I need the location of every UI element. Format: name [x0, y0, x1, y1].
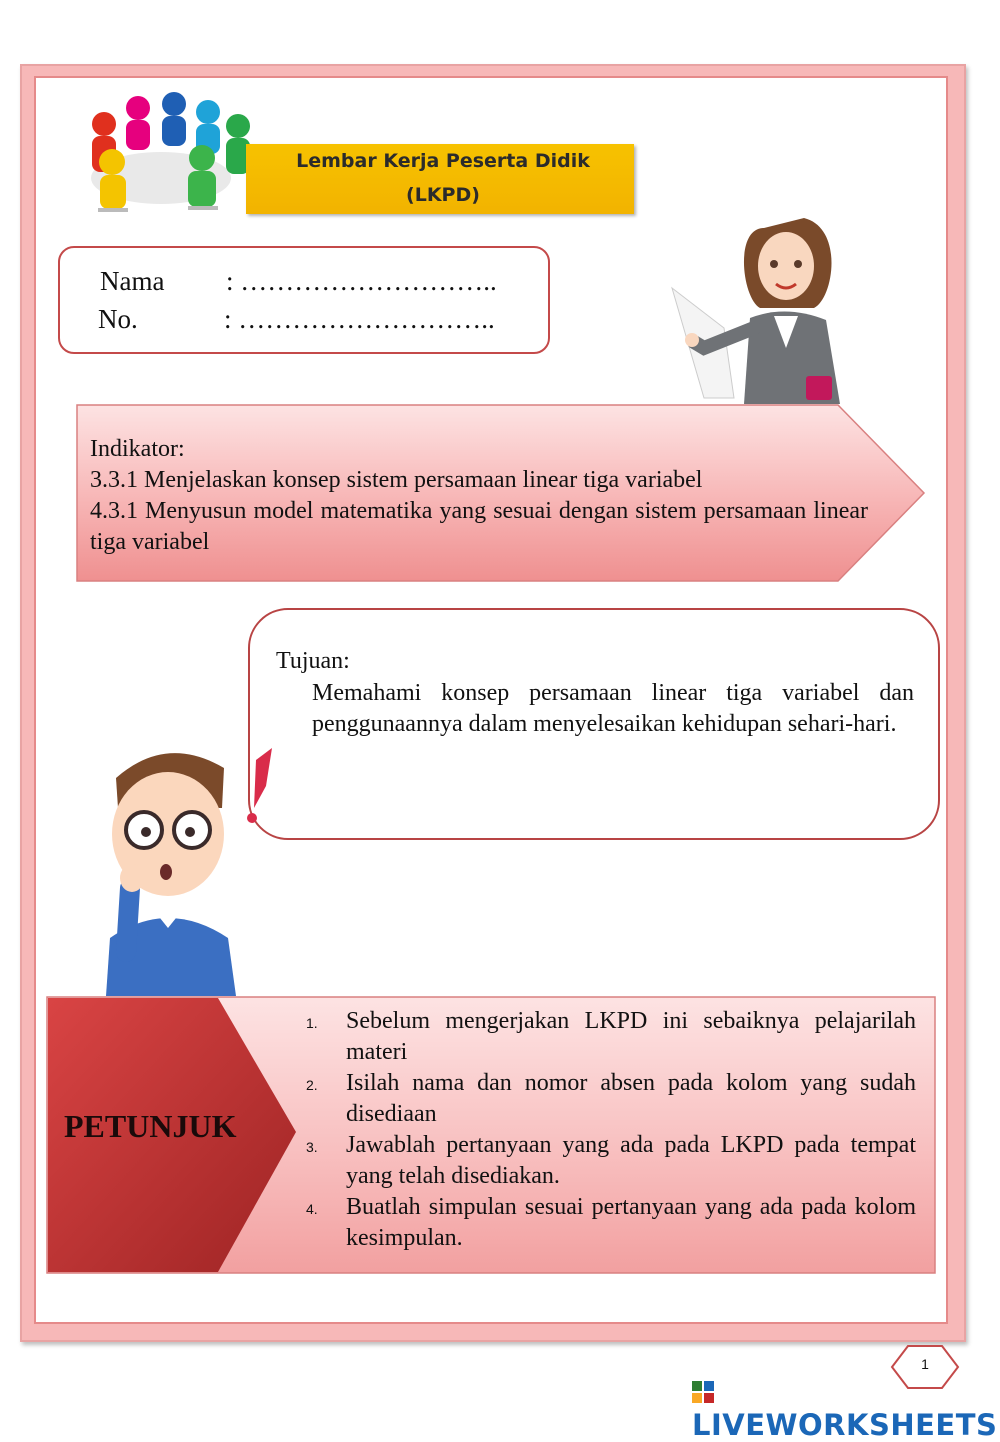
list-text: Buatlah simpulan sesuai pertanyaan yang ada pada kolom kesimpulan.: [346, 1194, 916, 1251]
liveworksheets-logo-icon: [692, 1381, 714, 1403]
tujuan-box: [248, 608, 940, 840]
list-text: Sebelum mengerjakan LKPD ini sebaiknya pelajarilah materi: [346, 1008, 916, 1065]
list-number: 3.: [306, 1139, 318, 1155]
tujuan-body: Memahami konsep persamaan linear tiga variabel dan penggunaannya dalam menyelesaikan kehidupan sehari-hari.: [312, 680, 914, 737]
indikator-item-1: 3.3.1 Menjelaskan konsep sistem persamaan linear tiga variabel: [90, 467, 703, 493]
name-field[interactable]: : ………………………..: [226, 266, 497, 296]
name-label: Nama: [100, 266, 165, 296]
indikator-heading: Indikator:: [90, 436, 185, 462]
worksheet-title: [260, 144, 626, 212]
thinking-boy-illustration: [96, 738, 278, 996]
student-info-box: [58, 246, 550, 354]
title-line-1: Lembar Kerja Peserta Didik: [296, 150, 590, 172]
list-number: 2.: [306, 1077, 318, 1093]
number-row: [98, 304, 495, 335]
list-text: Jawablah pertanyaan yang ada pada LKPD pada tempat yang telah disediakan.: [346, 1132, 916, 1189]
watermark-text: LIVEWORKSHEETS: [692, 1408, 998, 1442]
indikator-item-2: 4.3.1 Menyusun model matematika yang sesuai dengan sistem persamaan linear tiga variabel: [90, 498, 868, 555]
page-number: 1: [921, 1356, 929, 1372]
indikator-box: [76, 404, 926, 582]
list-number: 1.: [306, 1015, 318, 1031]
title-line-2: (LKPD): [406, 184, 480, 206]
list-number: 4.: [306, 1201, 318, 1217]
indikator-text: [90, 434, 868, 558]
teacher-illustration: [664, 208, 876, 404]
petunjuk-box: [46, 996, 936, 1274]
name-row: [100, 266, 497, 297]
list-text: Isilah nama dan nomor absen pada kolom yang sudah disediaan: [346, 1070, 916, 1127]
liveworksheets-watermark: [692, 1374, 1000, 1442]
list-item: [302, 1130, 916, 1192]
number-field[interactable]: : ………………………..: [224, 304, 495, 334]
petunjuk-title: PETUNJUK: [64, 1108, 237, 1144]
list-item: [302, 1068, 916, 1130]
tujuan-heading: Tujuan:: [276, 648, 350, 674]
list-item: [302, 1006, 916, 1068]
list-item: [302, 1192, 916, 1254]
petunjuk-list: [302, 1006, 916, 1254]
number-label: No.: [98, 304, 138, 334]
